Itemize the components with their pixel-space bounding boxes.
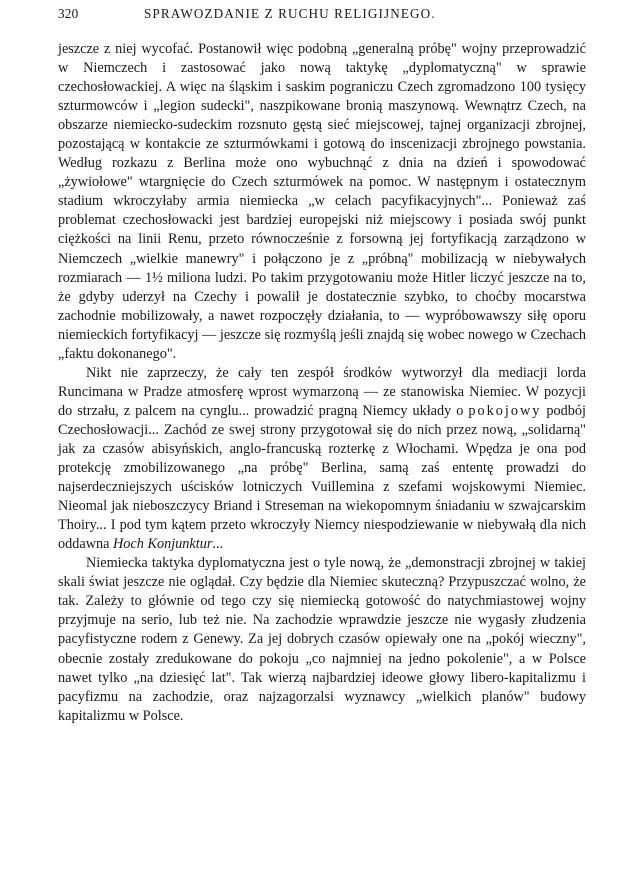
page-header (58, 6, 588, 26)
paragraph-2-text-before: Nikt nie zaprzeczy, że cały ten zespół środków wytworzył dla mediacji lorda Runcimana w Pradze atmosferę wprost wymarzoną — ze stanowiska Niemiec. W pozycji do strzału, z palcem na cynglu... prowadzić pragną Niemcy układy o (58, 364, 586, 419)
italic-phrase-hoch-konjunktur: Hoch Konjunktur (113, 536, 213, 553)
emphasized-word-pokojowy: pokojowy (468, 402, 542, 419)
body-text (58, 40, 586, 726)
page-number: 320 (58, 6, 79, 21)
running-title: SPRAWOZDANIE Z RUCHU RELIGIJNEGO. (144, 6, 436, 21)
paragraph-3: Niemiecka taktyka dyplomatyczna jest o tyle nową, że „demonstracji zbrojnej w takiej skali świat jeszcze nie oglądał. Czy będzie dla Niemiec skuteczną? Przypuszczać wolno, że tak. Zależy to głównie od tego czy się niemiecką gotowość do natychmiastowej wojny przyjmuje na serio, lub też nie. Na zachodzie wprawdzie jeszcze nie wygasły złudzenia pacyfistyczne rodem z Genewy. Za jej dobrych czasów opiewały one na „pokój wieczny", obecnie zostały zredukowane do pokoju „co najmniej na jedno pokolenie", a w Polsce nawet tylko „na dziesięć lat". Tak wierzą najbardziej ideowe głowy libero-kapitalizmu i pacyfizmu na zachodzie, oraz najzagorzalsi wyznawcy „wielkich planów" budowy kapitalizmu w Polsce. (58, 555, 586, 724)
paragraph-2-ellipsis: ... (212, 536, 224, 553)
paragraph-1: jeszcze z niej wycofać. Postanowił więc podobną „generalną próbę" wojny przeprowadzić w Niemczech i zastosować jako nową taktykę „dyplomatyczną" w sprawie czechosłowackiej. A więc na śląskim i saskim pograniczu Czech zgromadzono 100 tysięcy szturmowców i „legion sudecki", naszpikowane bronią maszynową. Wewnątrz Czech, na obszarze niemiecko-sudeckim rozsnuto gęstą sieć miejscowej, tajnej organizacji zbrojnej, pozostającą w kontakcie ze szturmówkami i gotową do inscenizacji zbrojnego powstania. Według rozkazu z Berlina może ono wybuchnąć z dnia na dzień i spowodować „żywiołowe" wtargnięcie do Czech szturmówek na pomoc. W następnym i ostatecznym stadium wkroczyłaby armia niemiecka „w celach pacyfikacyjnych"... Ponieważ zaś problemat czechosłowacki jest bardziej europejski niż miejscowy i posiada swój punkt ciężkości na linii Renu, przeto równocześnie z forsowną jej fortyfikacją zarządzono w Niemczech „wielkie manewry" i połączono je z „próbną" mobilizacją w niebywałych rozmiarach — 1½ miliona ludzi. Po takim przygotowaniu może Hitler liczyć jeszcze na to, że gdyby uderzył na Czechy i powalił je dostatecznie szybko, to choćby mocarstwa zachodnie mobilizowały, a nawet rozpoczęły działania, to — wypróbowawszy siłę oporu niemieckich fortyfikacyj — jeszcze się rozmyślą jeśli znajdą się wobec nowego w Czechach „faktu dokonanego". (58, 41, 586, 362)
paragraph-2-text-after: podbój Czechosłowacji... Zachód ze swej strony przygotował się do nich przez nową, „solidarną" jak za czasów abisyńskich, anglo-francuską rozterkę z Włochami. Wpędza je ona pod protekcję zmobilizowanego „na próbę" Berlina, samą zaś ententę prowadzi do najserdeczniejszych uścisków lotniczych Vuillemina z szefami wojskowymi Niemiec. Nieomal jak nieboszczycy Briand i Streseman na wiekopomnym śniadaniu w szwajcarskim Thoiry... I pod tym kątem przeto wkroczyły Niemcy niespodziewanie w niebywałą dla nich oddawna (58, 402, 586, 553)
paragraph-2 (58, 364, 586, 554)
